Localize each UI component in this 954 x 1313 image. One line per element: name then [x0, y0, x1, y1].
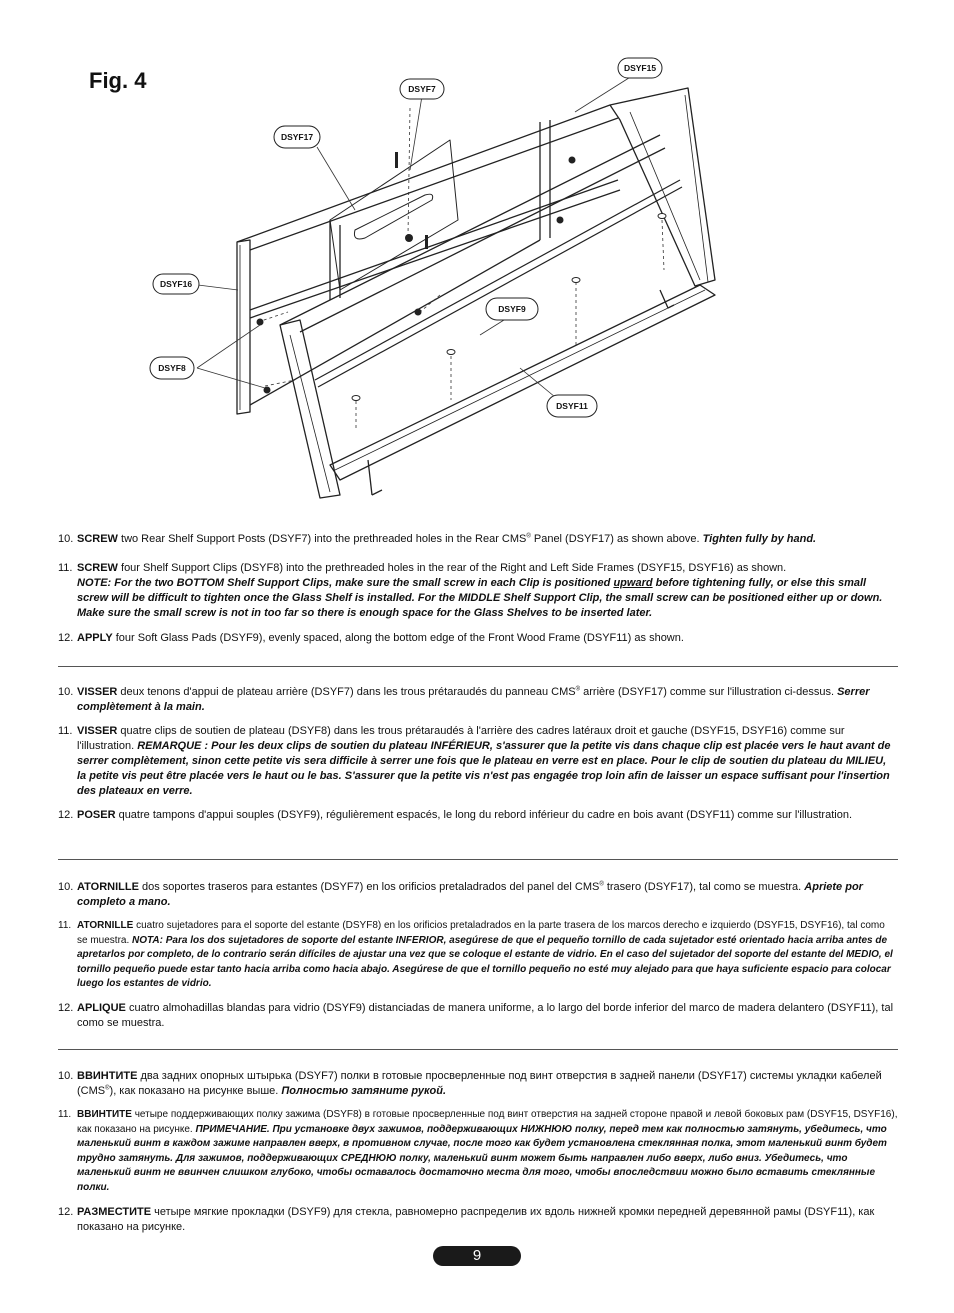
section-spanish	[58, 880, 898, 1040]
section-russian	[58, 1069, 898, 1244]
callout-dsyf16: DSYF16	[159, 279, 193, 289]
step-12-en: 12. APPLY four Soft Glass Pads (DSYF9), evenly spaced, along the bottom edge of the Front Wood Frame (DSYF11) as shown.	[58, 632, 684, 644]
step-10-fr: 10. VISSER deux tenons d'appui de plateau arrière (DSYF7) dans les trous prétaraudés du panneau CMS® arrière (DSYF17) comme sur l'illustration ci-dessus. Serrer complètement à la main.	[58, 686, 870, 713]
callout-dsyf9: DSYF9	[498, 304, 526, 314]
step-11-en: 11. SCREW four Shelf Support Clips (DSYF8) into the prethreaded holes in the rear of the Right and Left Side Frames (DSYF15, DSYF16) as shown. NOTE: For the two BOTTOM Shelf Support Clips, make sure the small screw in each Clip is positioned upward before tightening fully, or else this small screw will be difficult to tighten once the Glass Shelf is installed. For the MIDDLE Shelf Support Clip, the small screw can be positioned either up or down. Make sure the small screw is not in too far so there is enough space for the Glass Shelves to be inserted later.	[58, 562, 883, 619]
callout-dsyf7: DSYF7	[408, 84, 436, 94]
right-side-frame	[610, 88, 715, 286]
callout-dsyf15: DSYF15	[623, 63, 657, 73]
divider	[58, 1049, 898, 1050]
figure-title: Fig. 4	[89, 68, 147, 93]
step-12-ru: 12. РАЗМЕСТИТЕ четыре мягкие прокладки (DSYF9) для стекла, равномерно распределив их вдоль нижней кромки передней деревянной рамы (DSYF11), как показано на рисунке.	[58, 1205, 875, 1233]
left-side-frame	[237, 240, 250, 414]
callout-dsyf17: DSYF17	[280, 132, 314, 142]
assembly-diagram	[140, 50, 740, 500]
page-number: 9	[433, 1246, 521, 1266]
callout-dsyf11: DSYF11	[556, 401, 588, 411]
step-10-ru: 10. ВВИНТИТЕ два задних опорных штырька (DSYF7) полки в готовые просверленные под винт отверстия в задней панели (DSYF17) системы укладки кабелей (CMS®), как показано на рисунке выше. Полностью затяните рукой.	[58, 1070, 882, 1097]
callout-dsyf8: DSYF8	[158, 363, 186, 373]
step-10-es: 10. ATORNILLE dos soportes traseros para estantes (DSYF7) en los orificios pretaladrados del panel del CMS® trasero (DSYF17), tal como se muestra. Apriete por completo a mano.	[58, 881, 863, 908]
step-11-fr: 11. VISSER quatre clips de soutien de plateau (DSYF8) dans les trous prétaraudés à l'arrière des cadres latéraux droit et gauche (DSYF15, DSYF16) comme sur l'illustration. REMARQUE : Pour les deux clips de soutien du plateau INFÉRIEUR, s'assurer que la petite vis dans chaque clip est placée vers le haut avant de serrer complètement, sinon cette petite vis sera difficile à serrer une fois que le plateau en verre est en place. Pour le clip de soutien du plateau du MILIEU, la petite vis peut être placée vers le haut ou le bas. S'assurer que la petite vis n'est pas engagée trop loin afin de laisser un espace suffisant pour l'insertion des plateaux en verre.	[58, 725, 891, 797]
step-11-ru: 11. ВВИНТИТЕ четыре поддерживающих полку зажима (DSYF8) в готовые просверленные под винт отверстия на задней стороне правой и левой боковых рам (DSYF15, DSYF16), как показано на рисунке. ПРИМЕЧАНИЕ. При установке двух зажимов, поддерживающих НИЖНЮЮ полку, перед тем как полностью затянуть, убедитесь, что маленький винт в каждом зажиме направлен вверх, в противном случае, после того как будет установлена стеклянная полка, этот маленький винт будет трудно затянуть. Для зажимов, поддерживающих СРЕДНЮЮ полку, маленький винт может быть направлен либо вверх, либо вниз. Убедитесь, что маленький винт не ввинчен слишком глубоко, чтобы оставалось достаточно места для того, чтобы впоследствии можно было вставить стеклянные полки.	[58, 1109, 898, 1193]
divider	[58, 666, 898, 667]
section-english	[58, 532, 898, 655]
step-10-en: 10. SCREW two Rear Shelf Support Posts (DSYF7) into the prethreaded holes in the Rear CMS® Panel (DSYF17) as shown above. Tighten fully by hand.	[58, 533, 817, 545]
step-12-fr: 12. POSER quatre tampons d'appui souples (DSYF9), régulièrement espacés, le long du rebord inférieur du cadre en bois avant (DSYF11) comme sur l'illustration.	[58, 809, 852, 821]
step-12-es: 12. APLIQUE cuatro almohadillas blandas para vidrio (DSYF9) distanciadas de manera uniforme, a lo largo del borde inferior del marco de madera delantero (DSYF11), tal como se muestra.	[58, 1001, 894, 1029]
divider	[58, 859, 898, 860]
left-front-frame	[280, 320, 340, 498]
step-11-es: 11. ATORNILLE cuatro sujetadores para el soporte del estante (DSYF8) en los orificios pretaladrados en la parte trasera de los marcos derecho e izquierdo (DSYF15, DSYF16), tal como se muestra. NOTA: Para los dos sujetadores de soporte del estante INFERIOR, asegúrese de que el pequeño tornillo de cada sujetador esté orientado hacia arriba antes de apretarlos por completo, de lo contrario serán difíciles de ajustar una vez que se coloque el estante de vidrio. En el caso del sujetador del soporte del estante del MEDIO, el tornillo pequeño puede estar tanto hacia arriba como hacia abajo. Asegúrese de que el tornillo pequeño no esté muy alejado para que haya suficiente espacio para colocar luego los estantes de vidrio.	[58, 920, 893, 990]
section-french	[58, 685, 898, 832]
